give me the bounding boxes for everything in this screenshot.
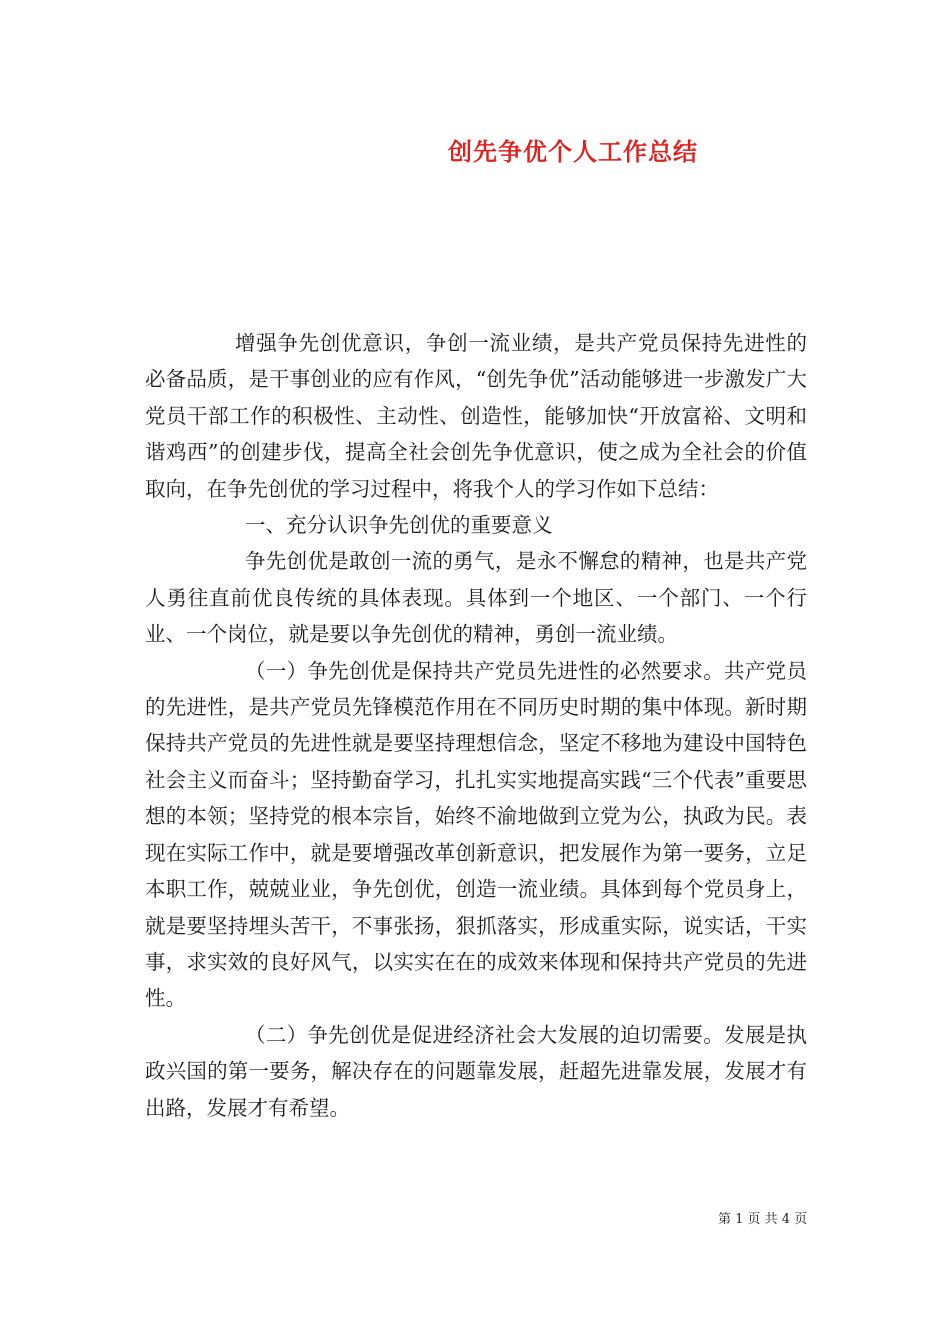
document-title: 创先争优个人工作总结 <box>448 137 698 166</box>
intro-paragraph: 增强争先创优意识，争创一流业绩，是共产党员保持先进性的必备品质，是干事创业的应有作风，“创先争优”活动能够进一步激发广大党员干部工作的积极性、主动性、创造性，能够加快“开放富裕、文明和谐鸡西”的创建步伐，提高全社会创先争优意识，使之成为全社会的价值取向，在争先创优的学习过程中，将我个人的学习作如下总结： <box>145 331 807 501</box>
section-heading: 一、充分认识争先创优的重要意义 <box>245 513 553 538</box>
document-body <box>145 325 807 1126</box>
page-number: 第 1 页 共 4 页 <box>718 1212 808 1227</box>
body-paragraph: 争先创优是敢创一流的勇气，是永不懈怠的精神，也是共产党人勇往直前优良传统的具体表现。具体到一个地区、一个部门、一个行业、一个岗位，就是要以争先创优的精神，勇创一流业绩。 <box>145 549 807 647</box>
body-paragraph: （二）争先创优是促进经济社会大发展的迫切需要。发展是执政兴国的第一要务，解决存在的问题靠发展，赶超先进靠发展，发展才有出路，发展才有希望。 <box>145 1022 807 1120</box>
body-paragraph: （一）争先创优是保持共产党员先进性的必然要求。共产党员的先进性，是共产党员先锋模范作用在不同历史时期的集中体现。新时期保持共产党员的先进性就是要坚持理想信念，坚定不移地为建设中国特色社会主义而奋斗；坚持勤奋学习，扎扎实实地提高实践“三个代表”重要思想的本领；坚持党的根本宗旨，始终不渝地做到立党为公，执政为民。表现在实际工作中，就是要增强改革创新意识，把发展作为第一要务，立足本职工作，兢兢业业，争先创优，创造一流业绩。具体到每个党员身上，就是要坚持埋头苦干，不事张扬，狠抓落实，形成重实际，说实话，干实事，求实效的良好风气，以实实在在的成效来体现和保持共产党员的先进性。 <box>145 658 807 1011</box>
